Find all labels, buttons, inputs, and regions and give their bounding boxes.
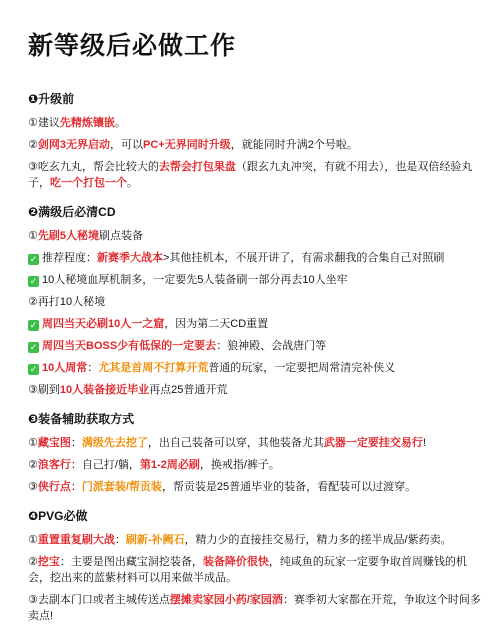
highlight-text: 尤其是首周不打算开荒 bbox=[98, 362, 209, 374]
list-number: ① bbox=[28, 437, 38, 449]
section-title: ❸装备辅助获取方式 bbox=[28, 412, 135, 426]
body-text: 普通的玩家，一定要把周常清完补侠义 bbox=[208, 362, 396, 374]
check-icon: ✓ bbox=[29, 254, 38, 264]
body-text: >其他挂机本，不展开讲了，有需求翻我的合集自己对照刷 bbox=[163, 252, 445, 264]
body-text: 去副本门口或者主城传送点 bbox=[37, 594, 170, 606]
body-text: ：自己打/躺， bbox=[70, 459, 140, 471]
body-text: ： bbox=[70, 437, 82, 449]
body-text: ，就能同时升满2个号啦。 bbox=[230, 139, 358, 151]
list-number: ① bbox=[28, 230, 38, 242]
body-text: ：赛季初大家都在开荒，争取这个时间多卖点! bbox=[28, 594, 481, 622]
highlight-text: 武器一定要挂交易行 bbox=[323, 437, 423, 449]
list-item bbox=[28, 338, 482, 354]
list-number: ③ bbox=[28, 161, 38, 173]
body-text: ，因为第二天CD重置 bbox=[164, 318, 269, 330]
body-text: ! bbox=[422, 437, 426, 449]
highlight-text: 满级先去挖了 bbox=[81, 437, 148, 449]
highlight-text: 10人周常 bbox=[42, 362, 88, 374]
highlight-text: 装备降价很快 bbox=[202, 556, 269, 568]
section-4 bbox=[28, 507, 482, 624]
body-text: 建议 bbox=[37, 117, 60, 129]
highlight-text: 去帮会打包果盘 bbox=[158, 161, 236, 173]
body-text: 刷到 bbox=[37, 384, 60, 396]
highlight-text: 吃一个打包一个 bbox=[50, 177, 127, 189]
list-number: ③ bbox=[28, 481, 38, 493]
list-item bbox=[28, 382, 482, 398]
list-item bbox=[28, 592, 482, 624]
list-item bbox=[28, 532, 482, 548]
list-item bbox=[28, 554, 482, 586]
highlight-text: 剑网3无界启动 bbox=[37, 139, 110, 151]
list-number: ② bbox=[28, 556, 38, 568]
section-title: ❹PVG必做 bbox=[28, 509, 88, 523]
highlight-text: 门派套装/帮贡装 bbox=[81, 481, 162, 493]
highlight-text: 10人装备接近毕业 bbox=[59, 384, 150, 396]
list-item bbox=[28, 115, 482, 131]
check-icon: ✓ bbox=[29, 320, 38, 330]
highlight-text: 周四当天BOSS少有低保的一定要去 bbox=[42, 340, 217, 352]
body-text: 10人秘境血厚机制多，一定要先5人装备刷一部分再去10人坐牢 bbox=[42, 274, 348, 286]
list-number: ② bbox=[28, 139, 38, 151]
list-item bbox=[28, 272, 482, 288]
section-2 bbox=[28, 203, 482, 398]
highlight-text: 侠行点 bbox=[37, 481, 71, 493]
list-number: ③ bbox=[28, 594, 38, 606]
body-text: 刷点装备 bbox=[99, 230, 143, 242]
list-number: ② bbox=[28, 296, 38, 308]
body-text: ： bbox=[114, 534, 126, 546]
section-1 bbox=[28, 90, 482, 191]
body-text: ，换戒指/裤子。 bbox=[199, 459, 280, 471]
highlight-text: 先精炼镶嵌 bbox=[59, 117, 115, 129]
body-text: ，精力少的直接挂交易行，精力多的搓半成品/紫药卖。 bbox=[184, 534, 452, 546]
section-title: ❷满级后必清CD bbox=[28, 205, 116, 219]
list-item bbox=[28, 250, 482, 266]
check-icon: ✓ bbox=[29, 342, 38, 352]
highlight-text: 摆摊卖家园小药/家园酒 bbox=[169, 594, 283, 606]
list-item bbox=[28, 228, 482, 244]
body-text: 再打10人秘境 bbox=[37, 296, 106, 308]
highlight-text: 周四当天必刷10人一之窟 bbox=[42, 318, 165, 330]
body-text: 吃玄九丸，帮会比较大的 bbox=[37, 161, 159, 173]
section-3 bbox=[28, 410, 482, 495]
body-text: ，纯咸鱼的玩家一定要争取首周赚钱的机会，挖出来的蓝紫材料可以用来做半成品。 bbox=[28, 556, 467, 584]
body-text: ：主要是图出藏宝洞挖装备， bbox=[59, 556, 203, 568]
highlight-text: PC+无界同时升级 bbox=[143, 139, 231, 151]
check-icon: ✓ bbox=[29, 276, 38, 286]
check-icon: ✓ bbox=[29, 364, 38, 374]
highlight-text: 藏宝图 bbox=[37, 437, 71, 449]
highlight-text: 刷新-补阙石 bbox=[125, 534, 185, 546]
highlight-text: 挖宝 bbox=[37, 556, 60, 568]
list-item bbox=[28, 435, 482, 451]
list-item bbox=[28, 360, 482, 376]
body-text: ： bbox=[87, 362, 99, 374]
list-number: ① bbox=[28, 117, 38, 129]
page-title: 新等级后必做工作 bbox=[28, 32, 237, 60]
body-text: ，出自己装备可以穿，其他装备尤其 bbox=[147, 437, 324, 449]
list-number: ① bbox=[28, 534, 38, 546]
list-item bbox=[28, 479, 482, 495]
highlight-text: 新赛季大战本 bbox=[97, 252, 163, 264]
section-title: ❶升级前 bbox=[28, 92, 75, 106]
list-item bbox=[28, 294, 482, 310]
body-text: ，帮贡装是25普通毕业的装备，看配装可以过渡穿。 bbox=[161, 481, 417, 493]
list-item bbox=[28, 159, 482, 191]
content-sections bbox=[28, 90, 482, 624]
highlight-text: 先刷5人秘境 bbox=[37, 230, 99, 242]
list-item bbox=[28, 316, 482, 332]
body-text: ： bbox=[70, 481, 82, 493]
list-number: ③ bbox=[28, 384, 38, 396]
body-text: 。 bbox=[114, 117, 126, 129]
highlight-text: 重置重复刷大战 bbox=[37, 534, 115, 546]
highlight-text: 第1-2周必刷 bbox=[139, 459, 200, 471]
body-text: （跟玄九丸冲突，有就不用去），也是双倍经验丸子， bbox=[28, 161, 473, 189]
body-text: 再点25普通开荒 bbox=[149, 384, 228, 396]
list-item bbox=[28, 457, 482, 473]
list-number: ② bbox=[28, 459, 38, 471]
body-text: 。 bbox=[127, 177, 138, 189]
body-text: ，可以 bbox=[110, 139, 143, 151]
highlight-text: 浪客行 bbox=[37, 459, 71, 471]
list-item bbox=[28, 137, 482, 153]
body-text: 推荐程度： bbox=[42, 252, 97, 264]
body-text: ：狼神殿、会战唐门等 bbox=[216, 340, 327, 352]
